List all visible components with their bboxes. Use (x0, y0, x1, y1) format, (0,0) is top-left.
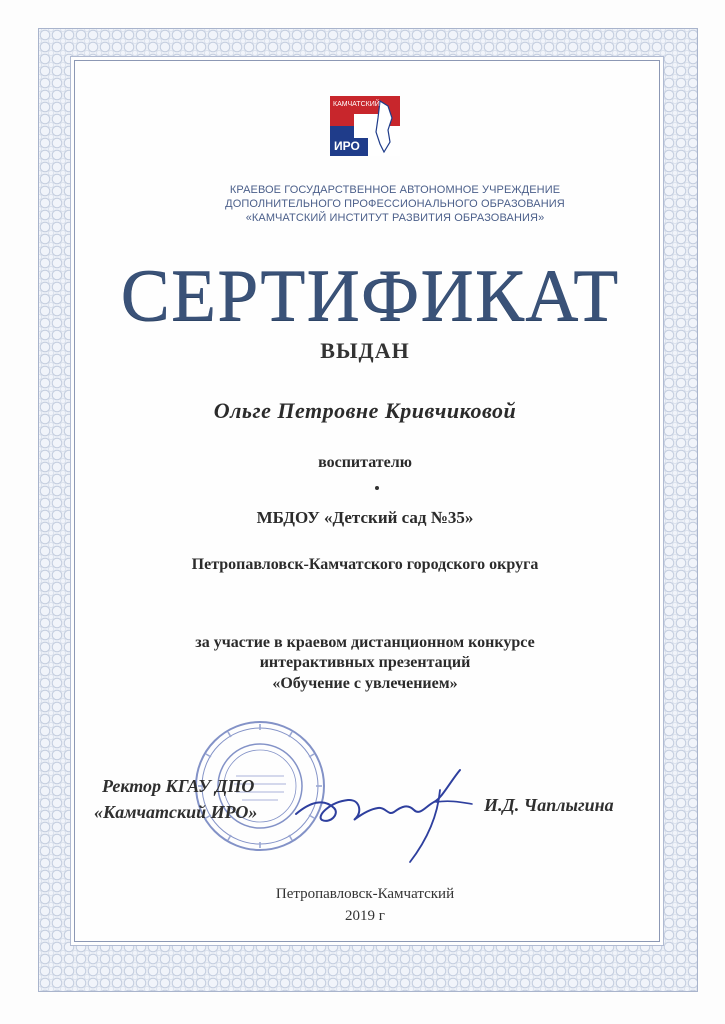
handwritten-signature-icon (290, 762, 480, 872)
certificate-title: СЕРТИФИКАТ (120, 255, 620, 337)
logo-bottom-text: ИРО (334, 139, 360, 153)
rector-title-line-2: «Камчатский ИРО» (94, 802, 258, 822)
org-line-1: КРАЕВОЕ ГОСУДАРСТВЕННОЕ АВТОНОМНОЕ УЧРЕЖДЕНИЕ (229, 184, 561, 196)
signer-name: И.Д. Чаплыгина (484, 795, 614, 815)
rector-title-line-1: Ректор КГАУ ДПО (102, 776, 255, 796)
recipient-district: Петропавловск-Камчатского городского округа (191, 556, 539, 573)
org-line-2: ДОПОЛНИТЕЛЬНОГО ПРОФЕССИОНАЛЬНОГО ОБРАЗОВАНИЯ (225, 198, 565, 210)
issue-city: Петропавловск-Камчатский (275, 886, 455, 902)
org-line-3: «КАМЧАТСКИЙ ИНСТИТУТ РАЗВИТИЯ ОБРАЗОВАНИЯ» (245, 212, 545, 224)
reason-line-3: «Обучение с увлечением» (272, 675, 458, 692)
bullet-dot (375, 486, 379, 490)
recipient-name: Ольге Петровне Кривчиковой (213, 398, 517, 423)
logo-top-text: КАМЧАТСКИЙ (333, 101, 380, 108)
kamchatka-iro-logo-icon (330, 96, 400, 156)
reason-line-2: интерактивных презентаций (259, 654, 471, 671)
issue-year: 2019 г (345, 908, 385, 924)
recipient-position: воспитателю (318, 454, 412, 471)
recipient-institution: МБДОУ «Детский сад №35» (256, 508, 474, 527)
issued-label: ВЫДАН (320, 338, 410, 363)
reason-line-1: за участие в краевом дистанционном конкурсе (195, 634, 535, 651)
